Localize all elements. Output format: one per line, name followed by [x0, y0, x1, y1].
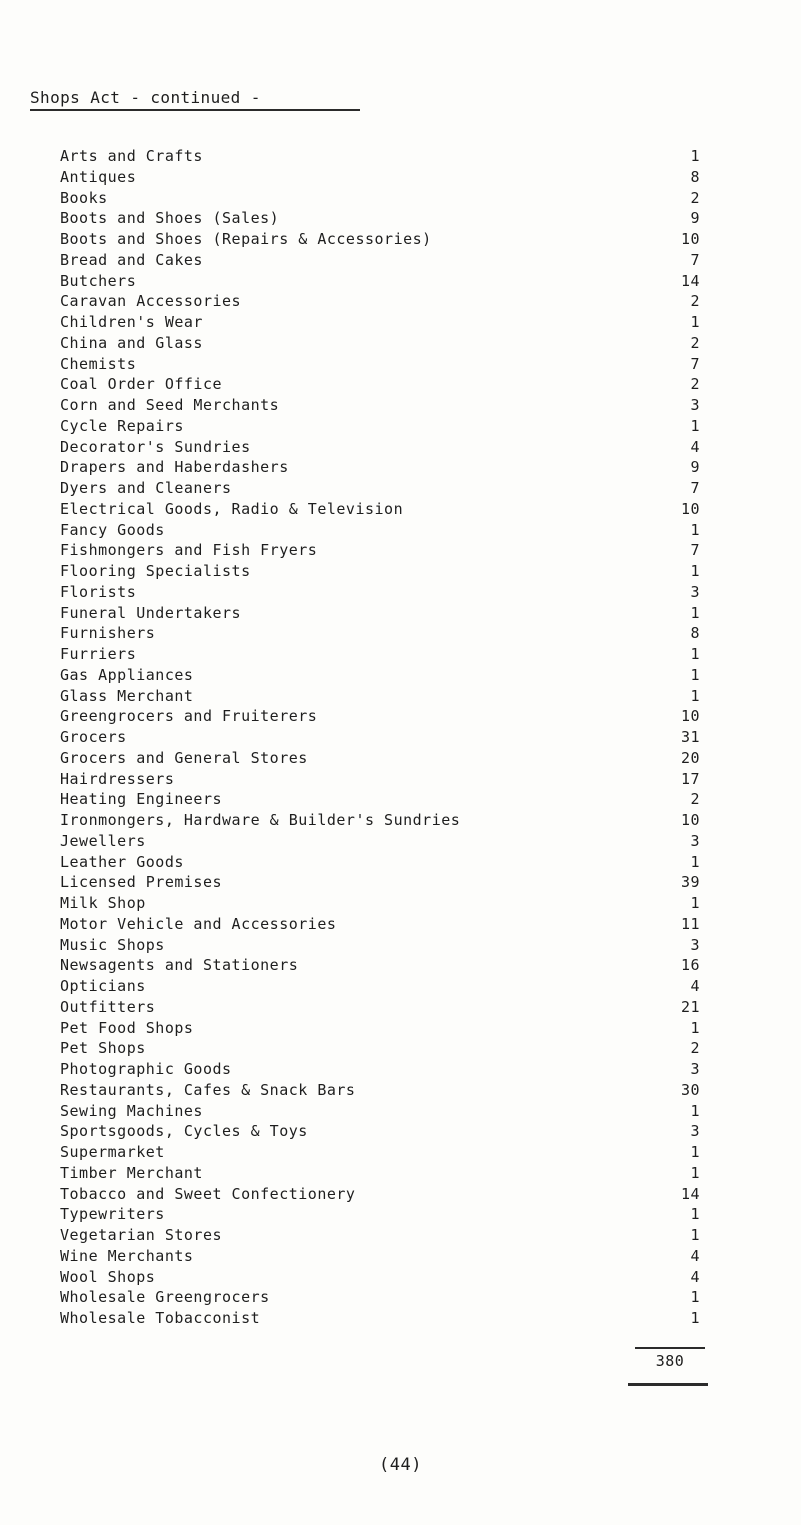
shop-type-count: 1 [690, 645, 700, 663]
shop-type-count: 2 [690, 333, 700, 352]
list-item [60, 1080, 700, 1101]
list-item [60, 312, 700, 333]
list-item [60, 789, 700, 810]
shop-type-count: 31 [680, 728, 700, 746]
shop-type-name: Ironmongers, Hardware & Builder's Sundries [60, 811, 461, 829]
shop-type-count: 1 [690, 852, 700, 871]
shop-type-count: 1 [690, 520, 700, 539]
shop-type-count: 4 [690, 437, 700, 456]
total-rule-bottom [628, 1383, 708, 1386]
list-item [60, 686, 700, 707]
shop-type-count: 7 [690, 250, 700, 269]
shop-type-count: 1 [690, 1226, 700, 1244]
shop-type-name: China and Glass [60, 333, 203, 352]
list-item [60, 354, 700, 375]
shop-type-name: Hairdressers [60, 769, 175, 788]
shop-type-count: 4 [690, 1267, 700, 1286]
shop-type-count: 3 [690, 831, 700, 850]
shop-type-count: 1 [690, 1205, 700, 1224]
shop-type-count: 1 [690, 1143, 700, 1161]
shop-type-name: Supermarket [60, 1143, 165, 1161]
shop-type-name: Coal Order Office [60, 375, 223, 394]
list-item [60, 914, 700, 935]
list-item [60, 1246, 700, 1267]
list-item [60, 976, 700, 997]
shop-type-count: 14 [680, 1184, 700, 1203]
shop-type-name: Electrical Goods, Radio & Television [60, 499, 404, 518]
list-item [60, 935, 700, 956]
shop-type-name: Pet Shops [60, 1039, 146, 1058]
list-item [60, 478, 700, 499]
shop-type-count: 39 [680, 873, 700, 892]
list-item [60, 955, 700, 976]
heading-underline [30, 109, 360, 111]
list-item [60, 520, 700, 541]
page-number: (44) [379, 1455, 422, 1475]
shop-type-count: 17 [680, 769, 700, 788]
list-item [60, 1225, 700, 1246]
list-item [60, 437, 700, 458]
shop-type-count: 11 [680, 914, 700, 933]
shop-type-count: 30 [680, 1080, 700, 1099]
list-item [60, 229, 700, 250]
shop-type-name: Florists [60, 582, 137, 601]
shop-type-count: 1 [690, 416, 700, 435]
shop-type-name: Children's Wear [60, 313, 203, 331]
shop-type-name: Sewing Machines [60, 1101, 203, 1120]
shop-type-name: Restaurants, Cafes & Snack Bars [60, 1080, 356, 1099]
list-item [60, 1121, 700, 1142]
shop-type-count: 7 [690, 354, 700, 373]
shop-type-count: 16 [680, 956, 700, 975]
list-item [60, 291, 700, 312]
list-item [60, 1018, 700, 1039]
shop-type-name: Wine Merchants [60, 1246, 194, 1265]
list-item [60, 1163, 700, 1184]
shop-type-count: 7 [690, 541, 700, 560]
shop-type-count: 8 [690, 624, 700, 643]
shop-type-count: 10 [680, 230, 700, 248]
shop-type-name: Chemists [60, 354, 137, 373]
shop-type-count: 1 [690, 894, 700, 912]
shop-type-name: Decorator's Sundries [60, 437, 251, 456]
list-item [60, 1059, 700, 1080]
shop-type-name: Boots and Shoes (Sales) [60, 209, 280, 228]
list-item [60, 623, 700, 644]
list-item [60, 603, 700, 624]
shop-type-count: 1 [690, 686, 700, 705]
shop-type-count: 20 [680, 748, 700, 767]
shop-type-count: 1 [690, 665, 700, 684]
shop-type-count: 4 [690, 977, 700, 995]
shop-type-name: Opticians [60, 977, 146, 995]
list-item [60, 1142, 700, 1163]
shop-type-count: 1 [690, 1018, 700, 1037]
shop-type-count: 1 [690, 1309, 700, 1327]
list-item [60, 665, 700, 686]
shop-type-count: 10 [680, 707, 700, 726]
total-count: 380 [655, 1352, 685, 1370]
list-item [60, 416, 700, 437]
shop-type-name: Funeral Undertakers [60, 603, 242, 622]
list-item [60, 727, 700, 748]
shop-type-name: Gas Appliances [60, 665, 194, 684]
shop-type-name: Milk Shop [60, 894, 146, 912]
shop-type-name: Corn and Seed Merchants [60, 396, 280, 414]
shop-type-count: 14 [680, 271, 700, 290]
shop-type-name: Jewellers [60, 831, 146, 850]
list-item [60, 769, 700, 790]
shop-type-name: Wool Shops [60, 1267, 156, 1286]
list-item [60, 1267, 700, 1288]
shop-type-count: 1 [690, 603, 700, 622]
shop-type-name: Music Shops [60, 935, 165, 954]
shop-type-count: 2 [690, 292, 700, 311]
shop-type-count: 2 [690, 1039, 700, 1058]
shop-type-name: Greengrocers and Fruiterers [60, 707, 318, 726]
shop-type-name: Leather Goods [60, 852, 184, 871]
shop-type-name: Outfitters [60, 997, 156, 1016]
shop-type-name: Grocers and General Stores [60, 748, 308, 767]
list-item [60, 188, 700, 209]
list-item [60, 872, 700, 893]
shop-type-count: 7 [690, 479, 700, 497]
shop-type-name: Wholesale Tobacconist [60, 1309, 261, 1327]
shop-type-name: Licensed Premises [60, 873, 223, 892]
shop-type-name: Typewriters [60, 1205, 165, 1224]
list-item [60, 1038, 700, 1059]
shop-type-count: 3 [690, 1122, 700, 1141]
shop-type-count: 2 [690, 790, 700, 809]
shop-type-name: Bread and Cakes [60, 250, 203, 269]
shop-type-name: Grocers [60, 728, 127, 746]
shop-type-name: Glass Merchant [60, 686, 194, 705]
heading-text: Shops Act - continued - [30, 88, 261, 107]
list-item [60, 748, 700, 769]
shop-type-name: Furriers [60, 645, 137, 663]
list-item [60, 1204, 700, 1225]
shop-type-count: 1 [690, 147, 700, 165]
shop-type-count: 10 [680, 499, 700, 518]
shop-type-count: 10 [680, 811, 700, 829]
shop-type-name: Caravan Accessories [60, 292, 242, 311]
shop-type-count: 3 [690, 396, 700, 414]
list-item [60, 1287, 700, 1308]
shop-type-count: 9 [690, 458, 700, 477]
shop-type-name: Butchers [60, 271, 137, 290]
shop-type-name: Furnishers [60, 624, 156, 643]
shop-type-list [60, 146, 700, 1329]
shop-type-name: Fancy Goods [60, 520, 165, 539]
shop-type-name: Timber Merchant [60, 1163, 203, 1182]
shop-type-name: Pet Food Shops [60, 1018, 194, 1037]
list-item [60, 810, 700, 831]
shop-type-name: Tobacco and Sweet Confectionery [60, 1184, 356, 1203]
list-item [60, 1308, 700, 1329]
list-item [60, 1101, 700, 1122]
list-item [60, 644, 700, 665]
list-item [60, 540, 700, 561]
shop-type-name: Photographic Goods [60, 1060, 232, 1078]
list-item [60, 1184, 700, 1205]
list-item [60, 457, 700, 478]
shop-type-name: Heating Engineers [60, 790, 223, 809]
shop-type-count: 3 [690, 935, 700, 954]
shop-type-count: 21 [680, 997, 700, 1016]
total-rule-top [635, 1347, 705, 1349]
shop-type-name: Vegetarian Stores [60, 1226, 223, 1244]
shop-type-count: 1 [690, 1101, 700, 1120]
list-item [60, 499, 700, 520]
list-item [60, 146, 700, 167]
shop-type-name: Arts and Crafts [60, 147, 203, 165]
shop-type-name: Newsagents and Stationers [60, 956, 299, 975]
shop-type-count: 2 [690, 375, 700, 394]
shop-type-name: Wholesale Greengrocers [60, 1288, 270, 1307]
shop-type-name: Dyers and Cleaners [60, 479, 232, 497]
shop-type-count: 3 [690, 1060, 700, 1078]
list-item [60, 582, 700, 603]
list-item [60, 893, 700, 914]
list-item [60, 395, 700, 416]
shop-type-name: Boots and Shoes (Repairs & Accessories) [60, 230, 432, 248]
shop-type-name: Fishmongers and Fish Fryers [60, 541, 318, 560]
shop-type-count: 1 [690, 1288, 700, 1307]
list-item [60, 831, 700, 852]
list-item [60, 167, 700, 188]
shop-type-count: 4 [690, 1246, 700, 1265]
shop-type-name: Cycle Repairs [60, 416, 184, 435]
list-item [60, 997, 700, 1018]
list-item [60, 852, 700, 873]
page-heading [30, 88, 261, 107]
shop-type-count: 3 [690, 582, 700, 601]
shop-type-count: 8 [690, 167, 700, 186]
shop-type-count: 9 [690, 209, 700, 228]
list-item [60, 561, 700, 582]
shop-type-name: Antiques [60, 167, 137, 186]
shop-type-name: Sportsgoods, Cycles & Toys [60, 1122, 308, 1141]
shop-type-count: 1 [690, 562, 700, 580]
list-item [60, 271, 700, 292]
shop-type-count: 1 [690, 313, 700, 331]
list-item [60, 333, 700, 354]
list-item [60, 208, 700, 229]
shop-type-name: Motor Vehicle and Accessories [60, 914, 337, 933]
shop-type-name: Flooring Specialists [60, 562, 251, 580]
shop-type-name: Drapers and Haberdashers [60, 458, 289, 477]
shop-type-count: 1 [690, 1163, 700, 1182]
list-item [60, 706, 700, 727]
shop-type-count: 2 [690, 188, 700, 207]
shop-type-name: Books [60, 188, 108, 207]
list-item [60, 374, 700, 395]
list-item [60, 250, 700, 271]
